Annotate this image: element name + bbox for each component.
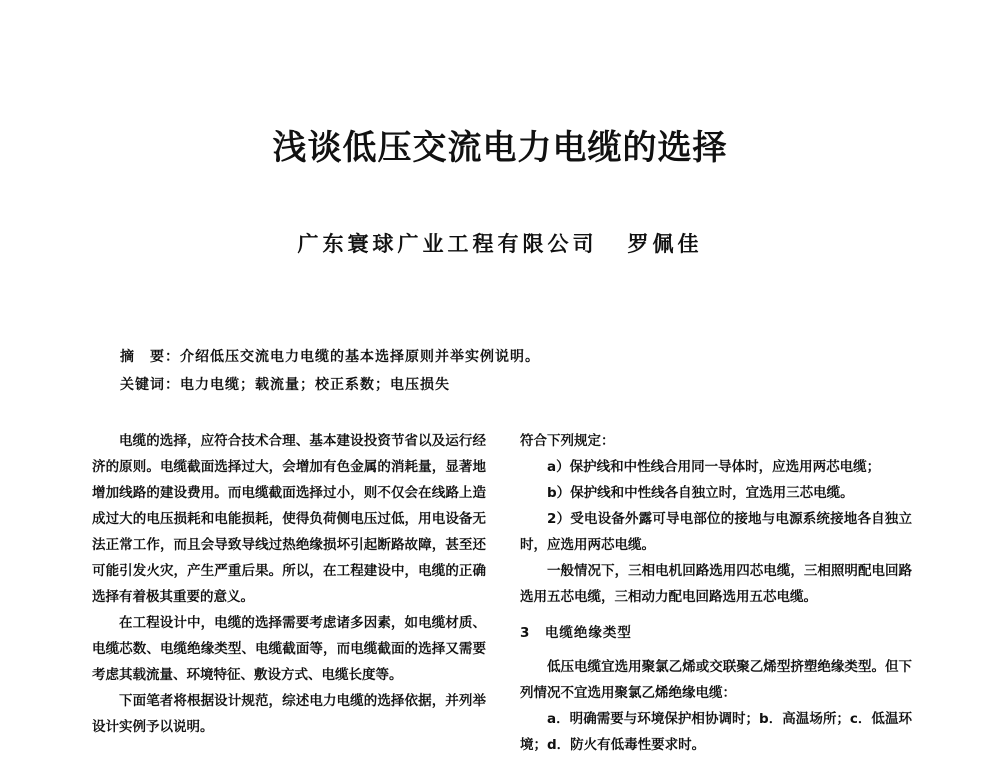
right-column [520, 428, 912, 758]
list-item: 2）受电设备外露可导电部位的接地与电源系统接地各自独立时，应选用两芯电缆。 [520, 511, 912, 553]
paper-title: 浅谈低压交流电力电缆的选择 [272, 128, 728, 168]
abstract-text: 介绍低压交流电力电缆的基本选择原则并举实例说明。 [180, 349, 540, 365]
body-paragraph: 符合下列规定： [520, 433, 615, 449]
body-paragraph: 低压电缆宜选用聚氯乙烯或交联聚乙烯型挤塑绝缘类型。但下列情况不宜选用聚氯乙烯绝缘电缆： [520, 659, 912, 701]
keywords-text: 电力电缆；载流量；校正系数；电压损失 [180, 377, 450, 393]
abstract-label: 摘 要： [120, 349, 180, 365]
left-column [92, 428, 486, 740]
body-paragraph: a．明确需要与环境保护相协调时；b．高温场所；c．低温环境；d．防火有低毒性要求时。 [520, 711, 912, 753]
body-paragraph: 电缆的选择，应符合技术合理、基本建设投资节省以及运行经济的原则。电缆截面选择过大，会增加有色金属的消耗量，显著地增加线路的建设费用。而电缆截面选择过小，则不仅会在线路上造成过大的电压损耗和电能损耗，使得负荷侧电压过低，用电设备无法正常工作，而且会导致导线过热绝缘损坏引起断路故障，甚至还可能引发火灾，产生严重后果。所以，在工程建设中，电缆的正确选择有着极其重要的意义。 [92, 433, 486, 605]
author-name: 罗佩佳 [627, 231, 703, 256]
abstract [120, 346, 920, 366]
body-paragraph: 一般情况下，三相电机回路选用四芯电缆，三相照明配电回路选用五芯电缆，三相动力配电回路选用五芯电缆。 [520, 563, 912, 605]
body-paragraph: 下面笔者将根据设计规范，综述电力电缆的选择依据，并列举设计实例予以说明。 [92, 693, 486, 735]
list-item: a）保护线和中性线合用同一导体时，应选用两芯电缆； [547, 459, 881, 475]
body-paragraph: 在工程设计中，电缆的选择需要考虑诸多因素，如电缆材质、电缆芯数、电缆绝缘类型、电缆截面等，而电缆截面的选择又需要考虑其载流量、环境特征、敷设方式、电缆长度等。 [92, 615, 486, 683]
keywords [120, 374, 920, 394]
author-line [0, 228, 1000, 258]
list-item: b）保护线和中性线各自独立时，宜选用三芯电缆。 [547, 485, 854, 501]
section-heading: 3 电缆绝缘类型 [520, 625, 632, 641]
author-affiliation: 广东寰球广业工程有限公司 [297, 231, 598, 256]
keywords-label: 关键词： [120, 377, 180, 393]
